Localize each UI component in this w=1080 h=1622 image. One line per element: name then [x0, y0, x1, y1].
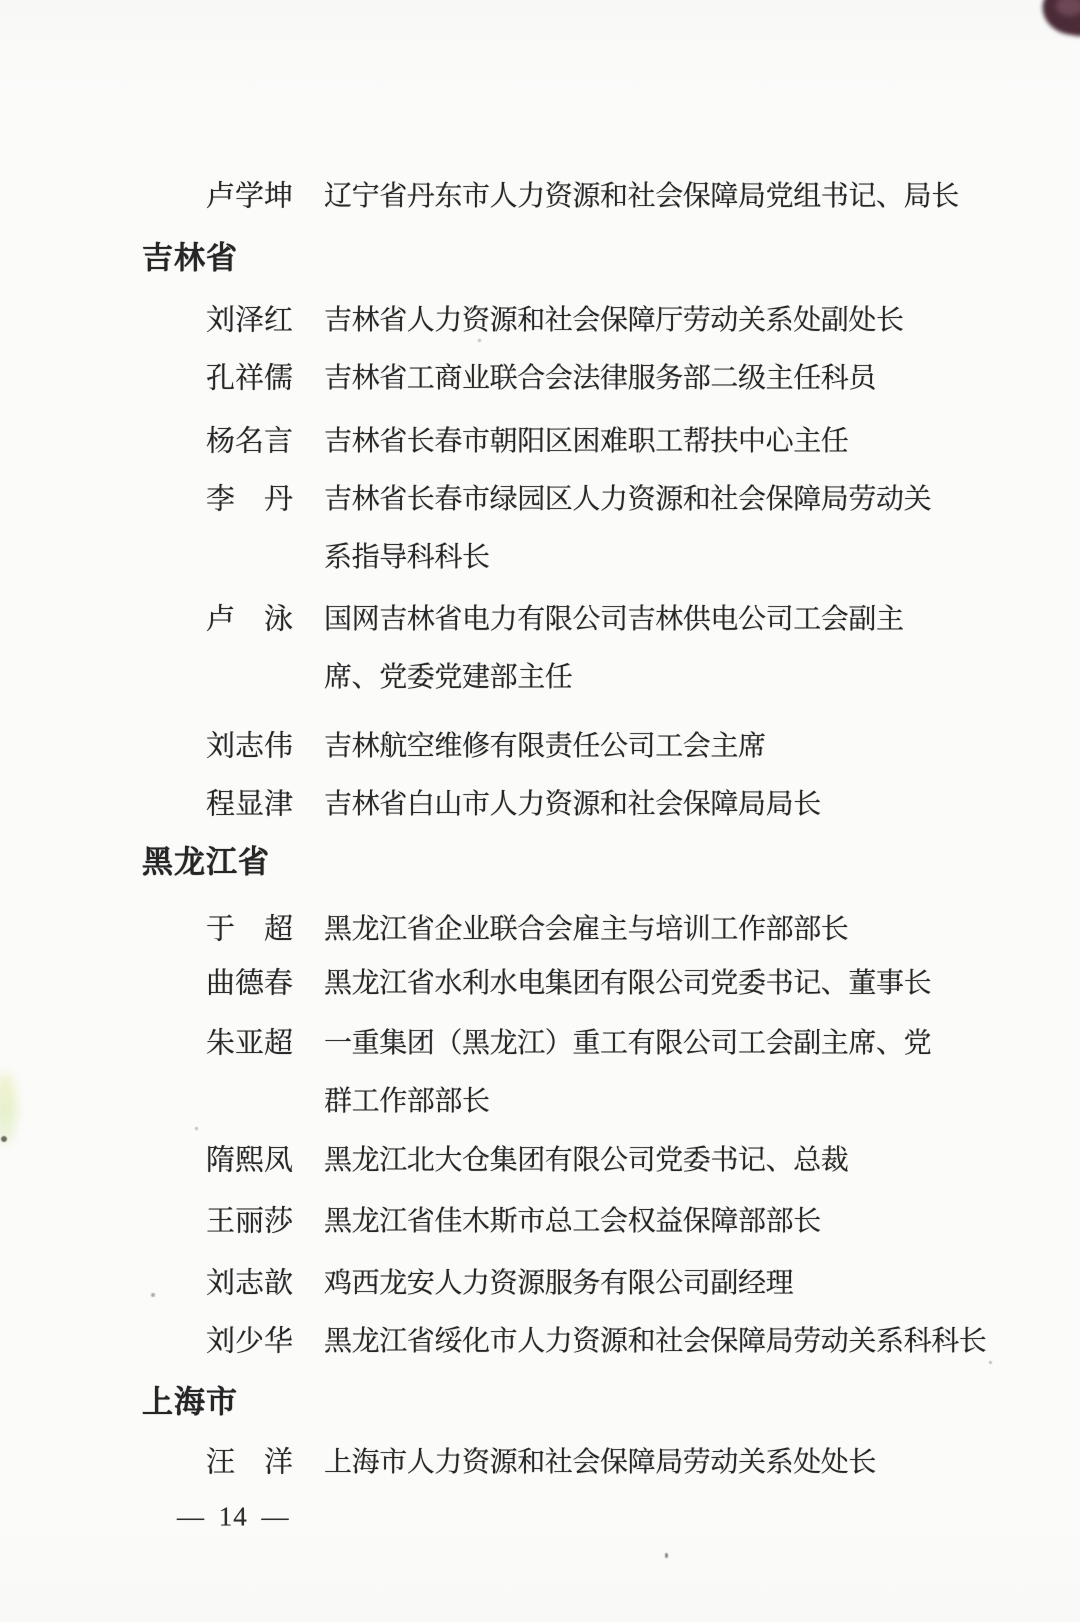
person-title: 吉林省人力资源和社会保障厅劳动关系处副处长 [324, 305, 904, 336]
section-header-label: 上海市 [142, 1384, 238, 1420]
person-name: 刘泽红 [206, 304, 294, 337]
person-name: 汪 洋 [206, 1446, 294, 1479]
person-name: 朱亚超 [206, 1027, 294, 1060]
scan-smudge-left-edge-icon [0, 1072, 17, 1146]
scan-speck-icon [151, 1293, 155, 1297]
person-title: 黑龙江省绥化市人力资源和社会保障局劳动关系科科长 [324, 1326, 987, 1357]
person-title: 席、党委党建部主任 [324, 662, 573, 693]
person-title: 鸡西龙安人力资源服务有限公司副经理 [324, 1268, 794, 1299]
person-name: 孔祥儒 [206, 362, 294, 395]
person-title: 黑龙江北大仓集团有限公司党委书记、总裁 [324, 1145, 849, 1176]
person-title: 吉林省长春市绿园区人力资源和社会保障局劳动关 [324, 484, 932, 515]
page-number: — 14 — [177, 1501, 290, 1532]
person-title: 黑龙江省水利水电集团有限公司党委书记、董事长 [324, 968, 932, 999]
person-name: 程显津 [206, 788, 294, 821]
section-header-label: 吉林省 [142, 240, 238, 276]
person-name: 于 超 [206, 913, 294, 946]
person-name: 王丽莎 [206, 1205, 294, 1238]
scan-speck-icon [478, 339, 481, 342]
scan-speck-icon [989, 1361, 992, 1364]
section-header-label: 黑龙江省 [142, 844, 270, 880]
person-name: 曲德春 [206, 967, 294, 1000]
person-name: 杨名言 [206, 425, 294, 458]
person-name: 卢 泳 [206, 603, 294, 636]
person-title: 黑龙江省佳木斯市总工会权益保障部部长 [324, 1206, 821, 1237]
person-name: 刘志伟 [206, 730, 294, 763]
person-title: 系指导科科长 [324, 542, 490, 573]
person-title: 吉林省长春市朝阳区困难职工帮扶中心主任 [324, 426, 849, 457]
person-title: 吉林航空维修有限责任公司工会主席 [324, 731, 766, 762]
person-title: 辽宁省丹东市人力资源和社会保障局党组书记、局长 [324, 181, 959, 212]
person-name: 隋熙凤 [206, 1144, 294, 1177]
person-name: 卢学坤 [206, 180, 294, 213]
person-title: 群工作部部长 [324, 1086, 490, 1117]
person-title: 上海市人力资源和社会保障局劳动关系处处长 [324, 1447, 877, 1478]
person-name: 李 丹 [206, 483, 294, 516]
scan-speck-icon [1, 1136, 7, 1142]
person-name: 刘志歆 [206, 1267, 294, 1300]
person-title: 国网吉林省电力有限公司吉林供电公司工会副主 [324, 604, 904, 635]
person-name: 刘少华 [206, 1325, 294, 1358]
person-title: 一重集团（黑龙江）重工有限公司工会副主席、党 [324, 1028, 932, 1059]
person-title: 黑龙江省企业联合会雇主与培训工作部部长 [324, 914, 849, 945]
scan-speck-icon [665, 1553, 668, 1558]
person-title: 吉林省白山市人力资源和社会保障局局长 [324, 789, 821, 820]
scan-speck-icon [195, 1127, 198, 1130]
person-title: 吉林省工商业联合会法律服务部二级主任科员 [324, 363, 877, 394]
